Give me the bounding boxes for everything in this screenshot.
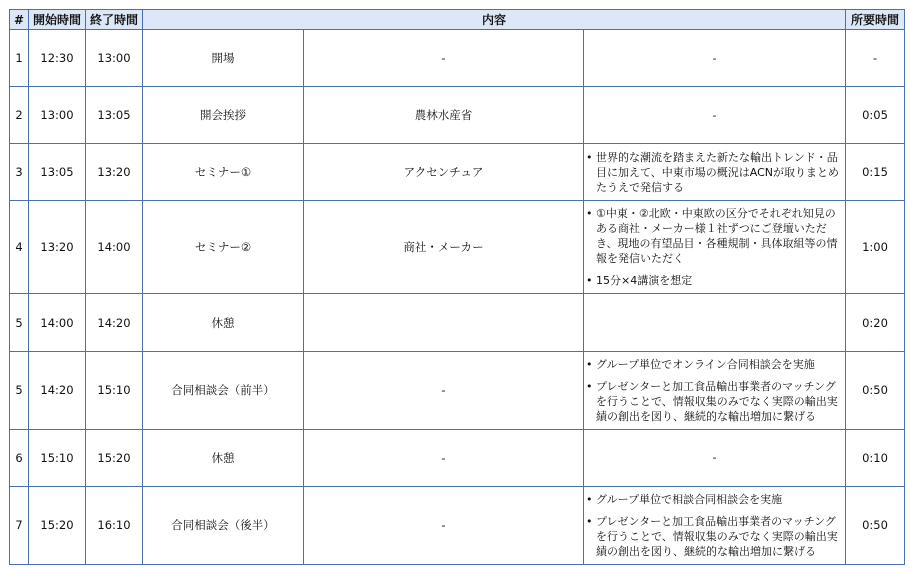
- header-end-time: 終了時間: [86, 10, 143, 30]
- header-row: [10, 10, 905, 30]
- header-content: 内容: [143, 10, 846, 30]
- row-notes: [584, 144, 846, 201]
- row-speaker: -: [304, 351, 584, 429]
- table-row: [10, 486, 905, 564]
- header-num: #: [10, 10, 29, 30]
- row-speaker: -: [304, 30, 584, 87]
- notes-list: [586, 206, 841, 288]
- row-duration: 0:50: [846, 351, 905, 429]
- row-end-time: 14:20: [86, 294, 143, 351]
- row-title: 開場: [143, 30, 304, 87]
- row-start-time: 15:10: [29, 429, 86, 486]
- row-notes: -: [584, 87, 846, 144]
- list-item: • グループ単位で相談合同相談会を実施: [586, 492, 841, 507]
- row-speaker: -: [304, 486, 584, 564]
- list-item: • プレゼンターと加工食品輸出事業者のマッチングを行うことで、情報収集のみでなく実際の輸出実績の創出を図り、継続的な輸出増加に繋げる: [586, 514, 841, 559]
- schedule-table-wrapper: [9, 9, 904, 565]
- table-row: [10, 429, 905, 486]
- row-end-time: 13:20: [86, 144, 143, 201]
- row-notes: [584, 201, 846, 294]
- row-end-time: 14:00: [86, 201, 143, 294]
- row-num: 5: [10, 294, 29, 351]
- row-num: 7: [10, 486, 29, 564]
- row-title: 休憩: [143, 294, 304, 351]
- row-duration: 0:50: [846, 486, 905, 564]
- table-row: [10, 351, 905, 429]
- row-start-time: 14:00: [29, 294, 86, 351]
- row-start-time: 13:05: [29, 144, 86, 201]
- row-num: 5: [10, 351, 29, 429]
- row-end-time: 16:10: [86, 486, 143, 564]
- table-row: [10, 30, 905, 87]
- table-row: [10, 294, 905, 351]
- row-end-time: 15:20: [86, 429, 143, 486]
- row-notes: [584, 294, 846, 351]
- row-duration: 0:15: [846, 144, 905, 201]
- notes-list: [586, 150, 841, 195]
- row-duration: 0:05: [846, 87, 905, 144]
- row-title: 休憩: [143, 429, 304, 486]
- row-end-time: 13:05: [86, 87, 143, 144]
- row-num: 6: [10, 429, 29, 486]
- row-num: 1: [10, 30, 29, 87]
- row-notes: -: [584, 429, 846, 486]
- list-item: • 世界的な潮流を踏まえた新たな輸出トレンド・品目に加えて、中東市場の概況はACNが取りまとめたうえで発信する: [586, 150, 841, 195]
- row-start-time: 15:20: [29, 486, 86, 564]
- header-duration: 所要時間: [846, 10, 905, 30]
- table-row: [10, 144, 905, 201]
- row-speaker: 農林水産省: [304, 87, 584, 144]
- row-notes: -: [584, 30, 846, 87]
- row-title: 合同相談会（後半）: [143, 486, 304, 564]
- list-item: • プレゼンターと加工食品輸出事業者のマッチングを行うことで、情報収集のみでなく実際の輸出実績の創出を図り、継続的な輸出増加に繋げる: [586, 379, 841, 424]
- row-num: 4: [10, 201, 29, 294]
- list-item: • 15分×4講演を想定: [586, 273, 841, 288]
- row-title: セミナー②: [143, 201, 304, 294]
- row-num: 3: [10, 144, 29, 201]
- list-item: • ①中東・②北欧・中東欧の区分でそれぞれ知見のある商社・メーカー様１社ずつにご登壇いただき、現地の有望品目・各種規制・具体取組等の情報を発信いただく: [586, 206, 841, 266]
- row-duration: 1:00: [846, 201, 905, 294]
- row-start-time: 13:20: [29, 201, 86, 294]
- row-title: 合同相談会（前半）: [143, 351, 304, 429]
- row-speaker: -: [304, 429, 584, 486]
- schedule-table: [9, 9, 905, 565]
- table-row: [10, 87, 905, 144]
- row-end-time: 15:10: [86, 351, 143, 429]
- row-speaker: 商社・メーカー: [304, 201, 584, 294]
- header-start-time: 開始時間: [29, 10, 86, 30]
- row-start-time: 12:30: [29, 30, 86, 87]
- row-num: 2: [10, 87, 29, 144]
- row-duration: 0:10: [846, 429, 905, 486]
- row-notes: [584, 486, 846, 564]
- row-start-time: 14:20: [29, 351, 86, 429]
- table-row: [10, 201, 905, 294]
- schedule-rows: [10, 30, 905, 565]
- list-item: • グループ単位でオンライン合同相談会を実施: [586, 357, 841, 372]
- row-title: 開会挨拶: [143, 87, 304, 144]
- row-duration: -: [846, 30, 905, 87]
- row-speaker: [304, 294, 584, 351]
- notes-list: [586, 357, 841, 424]
- row-start-time: 13:00: [29, 87, 86, 144]
- row-end-time: 13:00: [86, 30, 143, 87]
- row-notes: [584, 351, 846, 429]
- row-speaker: アクセンチュア: [304, 144, 584, 201]
- row-duration: 0:20: [846, 294, 905, 351]
- notes-list: [586, 492, 841, 559]
- row-title: セミナー①: [143, 144, 304, 201]
